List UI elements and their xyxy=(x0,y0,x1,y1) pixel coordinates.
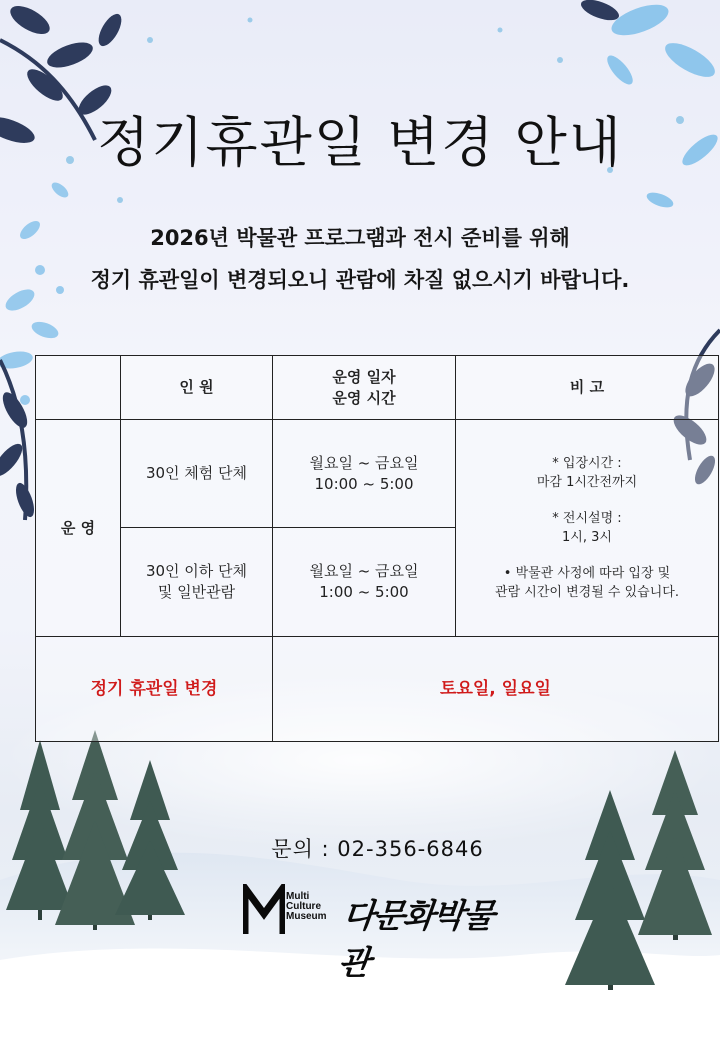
intro-line-1: 2026년 박물관 프로그램과 전시 준비를 위해 xyxy=(150,226,570,250)
header-schedule-date: 운영 일자 xyxy=(332,367,396,386)
logo-m-mark-icon xyxy=(243,884,285,936)
logo-english-name: Multi Culture Museum xyxy=(286,891,327,922)
remark-tour-title: * 전시설명 : xyxy=(552,511,622,526)
row-2-people xyxy=(121,528,273,637)
remark-notice-line2: 관람 시간이 변경될 수 있습니다. xyxy=(495,585,679,600)
remarks-cell xyxy=(456,420,719,637)
closure-days: 토요일, 일요일 xyxy=(273,637,719,742)
remark-entry-value: 마감 1시간전까지 xyxy=(536,475,638,490)
row-1-days: 월요일 ~ 금요일 xyxy=(309,453,419,472)
closure-label: 정기 휴관일 변경 xyxy=(36,637,273,742)
contact-phone: 문의 : 02-356-6846 xyxy=(271,837,484,861)
closure-row xyxy=(36,637,719,742)
remark-notice-line1: • 박물관 사정에 따라 입장 및 xyxy=(503,566,671,581)
remark-tour-value: 1시, 3시 xyxy=(562,530,612,545)
schedule-table xyxy=(35,355,719,742)
table-row xyxy=(36,420,719,528)
header-remarks: 비 고 xyxy=(456,356,719,420)
logo-korean-name: 다문화박물관 xyxy=(336,896,495,982)
row-1-schedule xyxy=(273,420,456,528)
row-2-people-line1: 30인 이하 단체 xyxy=(145,562,248,580)
header-people: 인 원 xyxy=(121,356,273,420)
header-schedule xyxy=(273,356,456,420)
museum-logo xyxy=(243,884,518,982)
row-1-hours: 10:00 ~ 5:00 xyxy=(314,474,414,493)
header-empty-cell xyxy=(36,356,121,420)
header-schedule-time: 운영 시간 xyxy=(332,388,396,407)
row-2-hours: 1:00 ~ 5:00 xyxy=(319,583,409,601)
section-label: 운 영 xyxy=(36,420,121,637)
row-2-schedule xyxy=(273,528,456,637)
table-header-row xyxy=(36,356,719,420)
row-1-people: 30인 체험 단체 xyxy=(121,420,273,528)
row-2-days: 월요일 ~ 금요일 xyxy=(309,562,419,580)
row-2-people-line2: 및 일반관람 xyxy=(157,583,236,601)
intro-line-2: 정기 휴관일이 변경되오니 관람에 차질 없으시기 바랍니다. xyxy=(90,268,630,292)
page-title: 정기휴관일 변경 안내 xyxy=(97,111,623,174)
remark-entry-title: * 입장시간 : xyxy=(552,456,622,471)
